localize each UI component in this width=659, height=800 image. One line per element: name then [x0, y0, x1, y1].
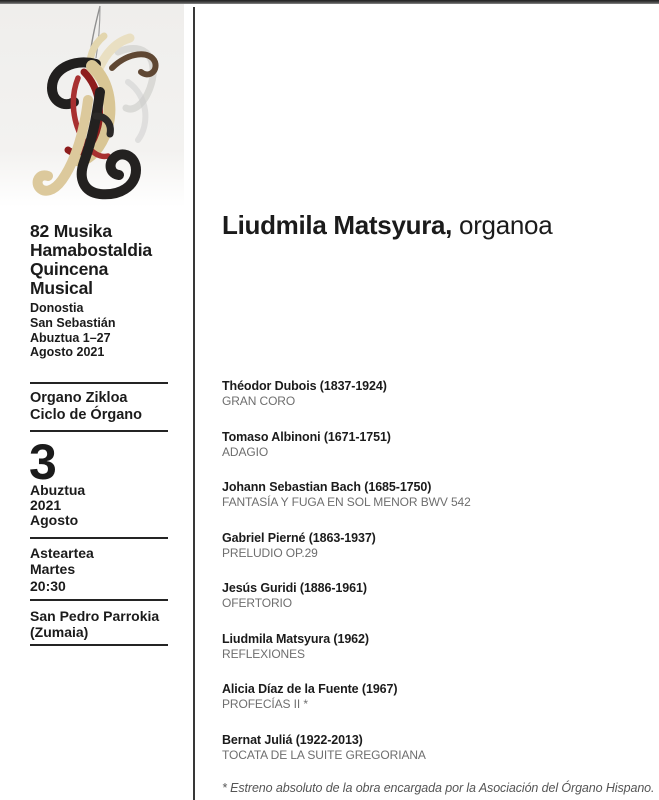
- concert-date-line: Abuztua: [30, 482, 86, 498]
- composer-name: Bernat Juliá (1922-2013): [222, 732, 363, 747]
- divider-line: [30, 644, 168, 646]
- composer-name: Liudmila Matsyura (1962): [222, 631, 369, 646]
- program-item: [222, 632, 652, 662]
- column-divider-line: [193, 7, 195, 800]
- program-item: [222, 480, 652, 510]
- composer-name: Théodor Dubois (1837-1924): [222, 379, 387, 393]
- piece-title: ADAGIO: [222, 444, 269, 459]
- festival-title-line: Hamabostaldia: [30, 240, 152, 260]
- composer-name: Alicia Díaz de la Fuente (1967): [222, 682, 398, 696]
- composer-name: Gabriel Pierné (1863-1937): [222, 530, 376, 545]
- festival-subtitle-line: San Sebastián: [30, 315, 116, 330]
- piece-title: PRELUDIO OP.29: [222, 545, 318, 560]
- clef-sculpture-illustration: [0, 4, 184, 207]
- concert-date-line: 2021: [30, 497, 62, 514]
- divider-line: [30, 599, 168, 601]
- festival-subtitle-line: Abuztua 1–27: [30, 330, 111, 345]
- concert-day-time-line: Martes: [30, 561, 76, 578]
- program-item: [222, 581, 652, 611]
- venue-line: San Pedro Parrokia: [30, 608, 160, 624]
- concert-day-time-line: 20:30: [30, 577, 66, 594]
- performer-name: Liudmila Matsyura,: [222, 210, 453, 240]
- concert-day-time: [30, 545, 180, 594]
- divider-line: [30, 537, 168, 539]
- concert-day-number: 3: [29, 434, 56, 490]
- festival-title-line: Musical: [30, 278, 93, 298]
- sculpture-photo: [0, 4, 184, 207]
- composer-name: Johann Sebastian Bach (1685-1750): [222, 480, 432, 494]
- program-item: [222, 531, 652, 561]
- composer-name: Tomaso Albinoni (1671-1751): [222, 429, 391, 444]
- piece-title: REFLEXIONES: [222, 646, 305, 661]
- divider-line: [30, 382, 168, 384]
- cycle-name: [30, 390, 180, 423]
- program-list: [222, 379, 652, 783]
- festival-subtitle-line: Agosto 2021: [30, 345, 105, 360]
- program-item: [222, 430, 652, 460]
- piece-title: GRAN CORO: [222, 394, 296, 408]
- venue-line: (Zumaia): [30, 624, 89, 641]
- piece-title: OFERTORIO: [222, 596, 292, 610]
- divider-line: [30, 430, 168, 432]
- venue: [30, 608, 180, 641]
- composer-name: Jesús Guridi (1886-1961): [222, 581, 367, 595]
- program-item: [222, 379, 652, 409]
- program-item: [222, 682, 652, 712]
- cycle-name-line: Ciclo de Órgano: [30, 406, 142, 423]
- premiere-footnote: * Estreno absoluto de la obra encargada por la Asociación del Órgano Hispano.: [222, 781, 655, 795]
- concert-date-line: Agosto: [30, 512, 79, 529]
- piece-title: PROFECÍAS II *: [222, 697, 308, 711]
- festival-title: [30, 222, 180, 298]
- instrument-label: organoa: [452, 210, 553, 240]
- festival-subtitle: [30, 301, 180, 360]
- festival-title-line: Quincena: [30, 259, 109, 279]
- program-item: [222, 733, 652, 763]
- festival-title-line: 82 Musika: [30, 221, 112, 241]
- page-title: [222, 210, 552, 241]
- piece-title: FANTASÍA Y FUGA EN SOL MENOR BWV 542: [222, 495, 471, 509]
- cycle-name-line: Organo Zikloa: [30, 390, 128, 406]
- piece-title: TOCATA DE LA SUITE GREGORIANA: [222, 747, 426, 762]
- festival-subtitle-line: Donostia: [30, 301, 84, 315]
- concert-date: [30, 483, 180, 529]
- concert-day-time-line: Asteartea: [30, 545, 94, 561]
